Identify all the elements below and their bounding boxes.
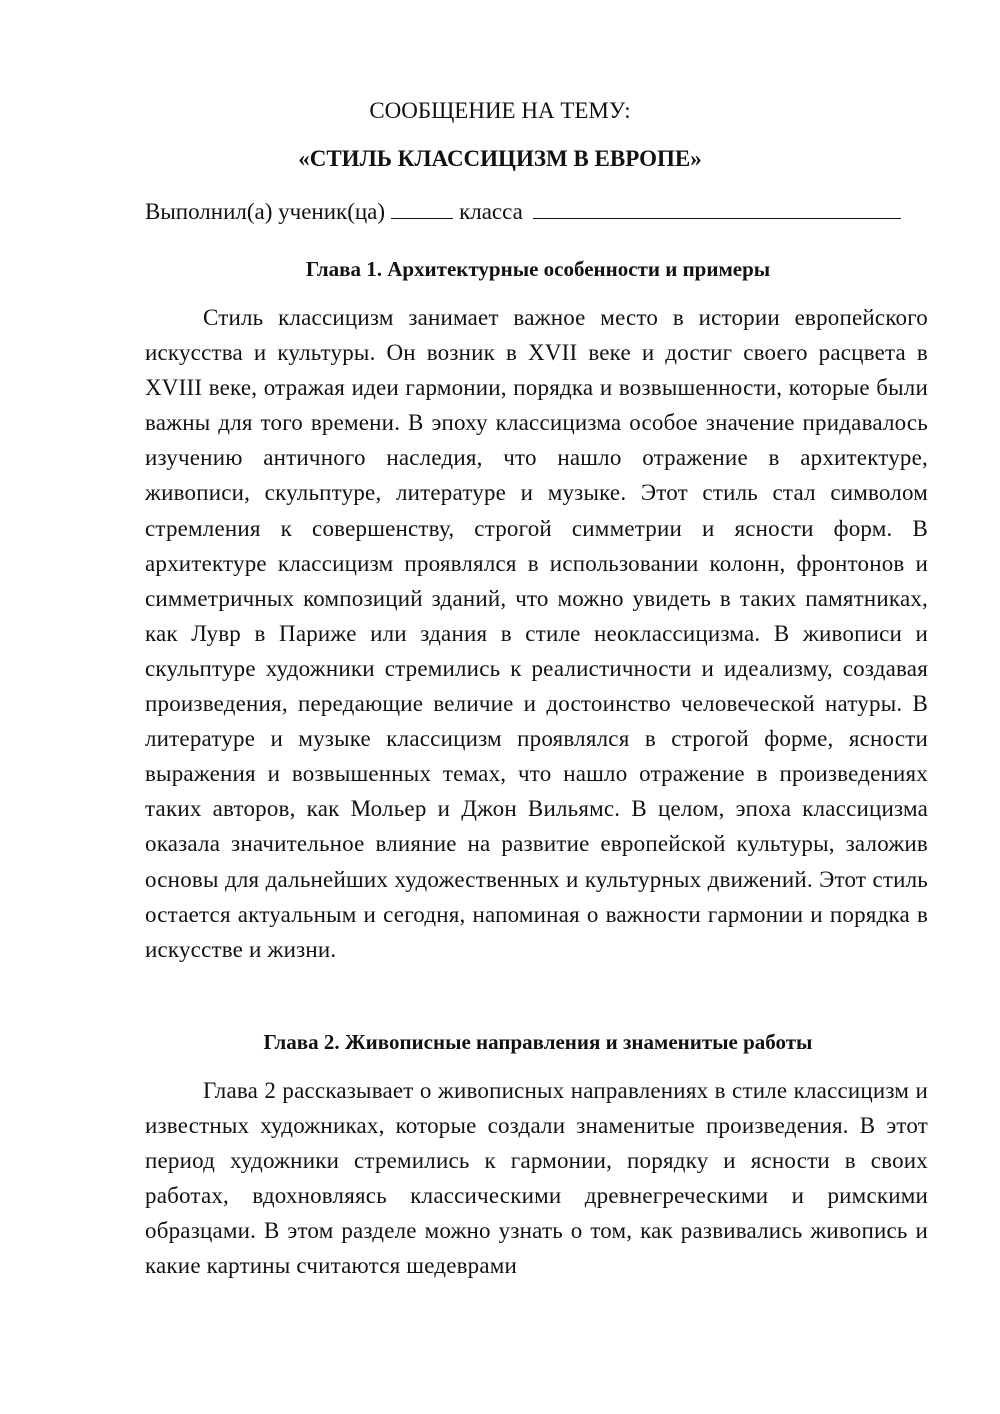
- author-byline: [145, 196, 935, 227]
- name-blank-line: [533, 196, 901, 219]
- byline-class-label: класса: [459, 199, 523, 224]
- grade-blank-line: [391, 196, 453, 219]
- document-title-line1: СООБЩЕНИЕ НА ТЕМУ:: [369, 98, 631, 123]
- chapter-2-paragraph: Глава 2 рассказывает о живописных направлениях в стиле классицизм и известных художниках, которые создали знаменитые произведения. В этот период художники стремились к гармонии, порядку и ясности в своих работах, вдохновляясь классическими древнегреческими и римскими образцами. В этом разделе можно узнать о том, как развивались живопись и какие картины считаются шедеврами: [145, 1078, 928, 1279]
- byline-student-label: Выполнил(а) ученик(ца): [145, 199, 386, 224]
- chapter-1-heading: Глава 1. Архитектурные особенности и примеры: [305, 257, 771, 281]
- chapter-1-paragraph: Стиль классицизм занимает важное место в истории европейского искусства и культуры. Он возник в XVII веке и достиг своего расцвета в XVIII веке, отражая идеи гармонии, порядка и возвышенности, которые были важны для того времени. В эпоху классицизма особое значение придавалось изучению античного наследия, что нашло отражение в архитектуре, живописи, скульптуре, литературе и музыке. Этот стиль стал символом стремления к совершенству, строгой симметрии и ясности форм. В архитектуре классицизм проявлялся в использовании колонн, фронтонов и симметричных композиций зданий, что можно увидеть в таких памятниках, как Лувр в Париже или здания в стиле неоклассицизма. В живописи и скульптуре художники стремились к реалистичности и идеализму, создавая произведения, передающие величие и достоинство человеческой натуры. В литературе и музыке классицизм проявлялся в строгой форме, ясности выражения и возвышенных темах, что нашло отражение в произведениях таких авторов, как Мольер и Джон Вильямс. В целом, эпоха классицизма оказала значительное влияние на развитие европейской культуры, заложив основы для дальнейших художественных и культурных движений. Этот стиль остается актуальным и сегодня, напоминая о важности гармонии и порядка в искусстве и жизни.: [145, 305, 928, 962]
- chapter-2-heading: Глава 2. Живописные направления и знаменитые работы: [263, 1030, 813, 1054]
- document-title-topic: «СТИЛЬ КЛАССИЦИЗМ В ЕВРОПЕ»: [298, 146, 702, 171]
